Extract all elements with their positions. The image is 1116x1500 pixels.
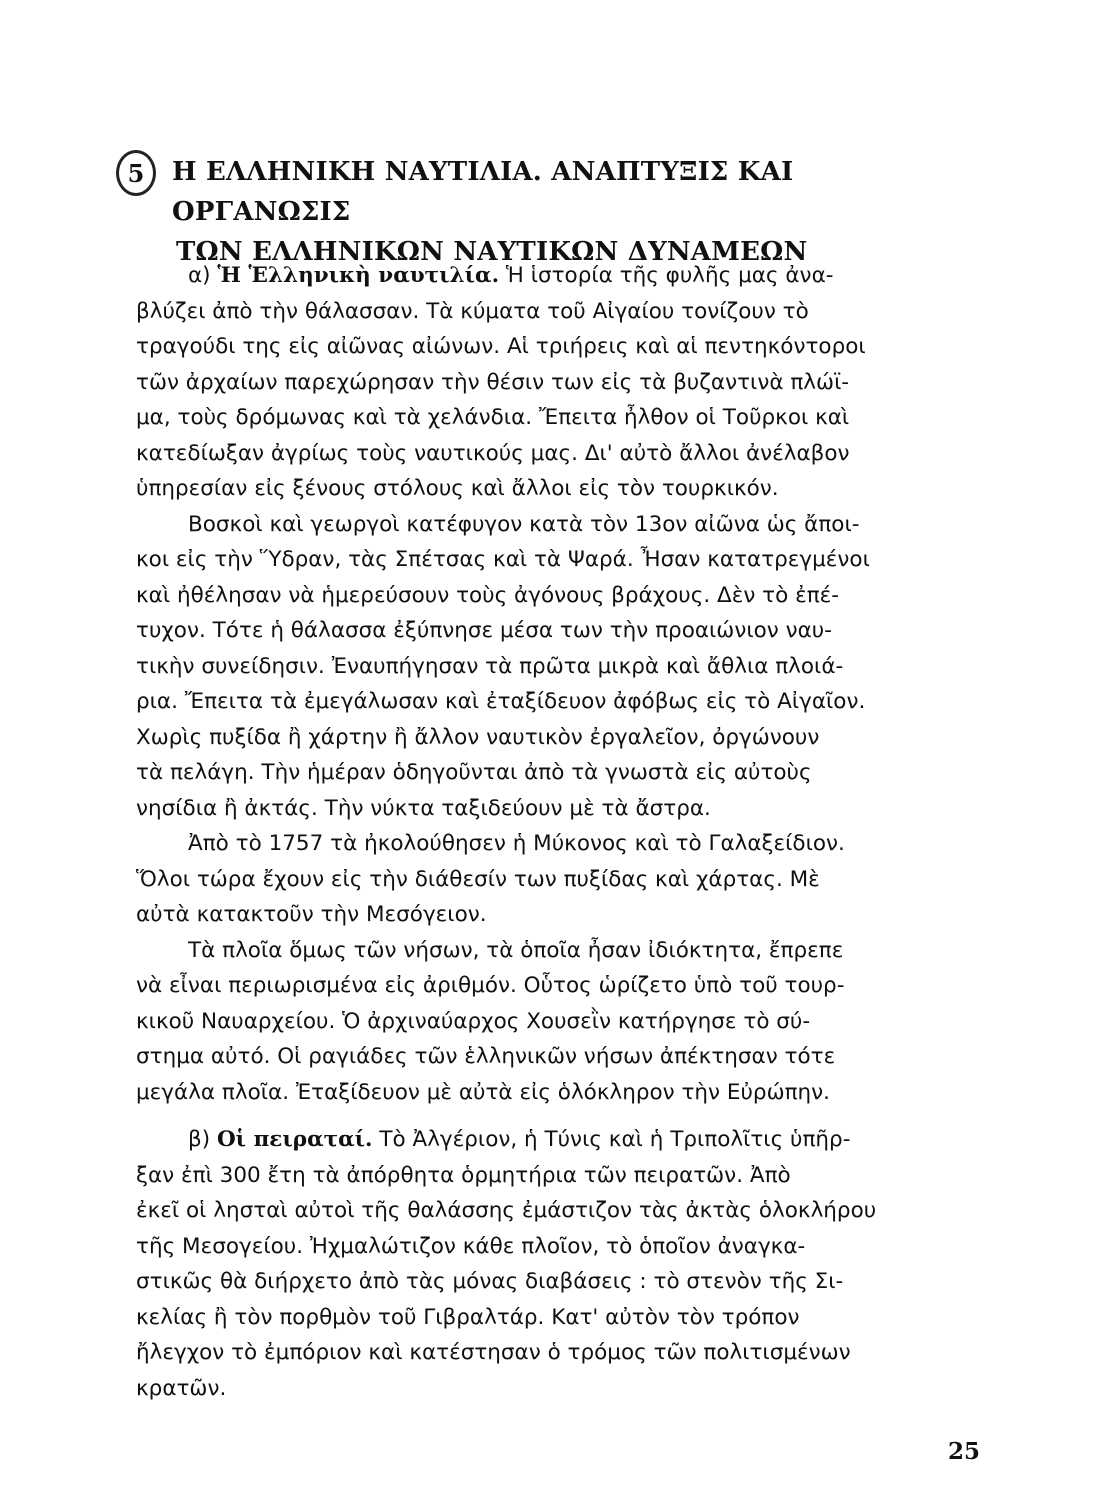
section-b-first-line: β) Οἱ πειραταί. Τὸ Ἀλγέριον, ἡ Τύνις καὶ ἡ Τριπολῖτις ὑπῆρ- — [188, 1127, 851, 1152]
section-a-heading: Ἡ Ἑλληνικὴ ναυτιλία. — [217, 263, 500, 288]
chapter-title-line-2: ΤΩΝ ΕΛΛΗΝΙΚΩΝ ΝΑΥΤΙΚΩΝ ΔΥΝΑΜΕΩΝ — [176, 237, 808, 267]
text-line: τὰ πελάγη. Τὴν ἡμέραν ὁδηγοῦνται ἀπὸ τὰ γνωστὰ εἰς αὐτοὺς — [136, 760, 812, 785]
text-line: στημα αὐτό. Οἱ ραγιάδες τῶν ἑλληνικῶν νήσων ἀπέκτησαν τότε — [136, 1044, 836, 1069]
text-line: νὰ εἶναι περιωρισμένα εἰς ἀριθμόν. Οὗτος ὡρίζετο ὑπὸ τοῦ τουρ- — [136, 973, 845, 998]
text-line: Τὰ πλοῖα ὅμως τῶν νήσων, τὰ ὁποῖα ἦσαν ἰδιόκτητα, ἔπρεπε — [188, 937, 844, 963]
text-line: ρια. Ἔπειτα τὰ ἐμεγάλωσαν καὶ ἐταξίδευον ἀφόβως εἰς τὸ Αἰγαῖον. — [136, 689, 866, 714]
text-line: βλύζει ἀπὸ τὴν θάλασσαν. Τὰ κύματα τοῦ Αἰγαίου τονίζουν τὸ — [136, 298, 809, 324]
section-gap — [136, 1110, 976, 1122]
text-line: μα, τοὺς δρόμωνας καὶ τὰ χελάνδια. Ἔπειτα ἦλθον οἱ Τοῦρκοι καὶ — [136, 405, 850, 430]
text-line: τῆς Μεσογείου. Ἠχμαλώτιζον κάθε πλοῖον, τὸ ὁποῖον ἀναγκα- — [136, 1233, 806, 1259]
text-line: καὶ ἠθέλησαν νὰ ἡμερεύσουν τοὺς ἀγόνους βράχους. Δὲν τὸ ἐπέ- — [136, 582, 840, 608]
chapter-title — [172, 152, 972, 272]
text-line: τυχον. Τότε ἡ θάλασσα ἐξύπνησε μέσα των τὴν προαιώνιον ναυ- — [136, 618, 832, 643]
section-a-first-line: α) Ἡ Ἑλληνικὴ ναυτιλία. Ἡ ἱστορία τῆς φυλῆς μας ἀνα- — [188, 263, 834, 288]
text-line: τῶν ἀρχαίων παρεχώρησαν τὴν θέσιν των εἰς τὰ βυζαντινὰ πλώϊ- — [136, 369, 850, 395]
text-line: κικοῦ Ναυαρχείου. Ὁ ἀρχιναύαρχος Χουσεῒν κατήργησε τὸ σύ- — [136, 1008, 811, 1034]
text-line: τραγούδι της εἰς αἰῶνας αἰώνων. Αἱ τριήρεις καὶ αἱ πεντηκόντοροι — [136, 334, 866, 359]
text-line: κελίας ἢ τὸν πορθμὸν τοῦ Γιβραλτάρ. Κατ' αὐτὸν τὸν τρόπον — [136, 1304, 800, 1330]
text-line: ἤλεγχον τὸ ἐμπόριον καὶ κατέστησαν ὁ τρόμος τῶν πολιτισμένων — [136, 1340, 851, 1365]
body-text — [136, 258, 976, 1406]
text-line: κατεδίωξαν ἀγρίως τοὺς ναυτικούς μας. Δι' αὐτὸ ἄλλοι ἀνέλαβον — [136, 440, 850, 466]
text-line: Ὅλοι τώρα ἔχουν εἰς τὴν διάθεσίν των πυξίδας καὶ χάρτας. Μὲ — [136, 866, 820, 892]
text-line: ὑπηρεσίαν εἰς ξένους στόλους καὶ ἄλλοι εἰς τὸν τουρκικόν. — [136, 476, 779, 501]
text-line: νησίδια ἢ ἀκτάς. Τὴν νύκτα ταξιδεύουν μὲ τὰ ἄστρα. — [136, 795, 711, 821]
page-number: 25 — [948, 1438, 981, 1465]
text-line: στικῶς θὰ διήρχετο ἀπὸ τὰς μόνας διαβάσεις : τὸ στενὸν τῆς Σι- — [136, 1269, 844, 1294]
chapter-title-line-1: Η ΕΛΛΗΝΙΚΗ ΝΑΥΤΙΛΙΑ. ΑΝΑΠΤΥΞΙΣ ΚΑΙ ΟΡΓΑΝΩΣΙΣ — [172, 157, 794, 227]
text-line: Ἀπὸ τὸ 1757 τὰ ἠκολούθησεν ἡ Μύκονος καὶ τὸ Γαλαξείδιον. — [188, 831, 845, 856]
text-line: τικὴν συνείδησιν. Ἐναυπήγησαν τὰ πρῶτα μικρὰ καὶ ἄθλια πλοιά- — [136, 653, 844, 679]
text-line: μεγάλα πλοῖα. Ἐταξίδευον μὲ αὐτὰ εἰς ὁλόκληρον τὴν Εὐρώπην. — [136, 1079, 830, 1105]
text-line: κοι εἰς τὴν Ὕδραν, τὰς Σπέτσας καὶ τὰ Ψαρά. Ἦσαν κατατρεγμένοι — [136, 547, 870, 572]
text-line: κρατῶν. — [136, 1375, 227, 1401]
text-line: ἐκεῖ οἱ λησταὶ αὐτοὶ τῆς θαλάσσης ἐμάστιζον τὰς ἀκτὰς ὁλοκλήρου — [136, 1198, 877, 1223]
text-line: αὐτὰ κατακτοῦν τὴν Μεσόγειον. — [136, 902, 487, 927]
text-line: Χωρὶς πυξίδα ἢ χάρτην ἢ ἄλλον ναυτικὸν ἐργαλεῖον, ὀργώνουν — [136, 724, 820, 750]
section-b-heading: Οἱ πειραταί. — [216, 1127, 373, 1152]
chapter-number-badge: 5 — [116, 150, 156, 196]
text-line: Βοσκοὶ καὶ γεωργοὶ κατέφυγον κατὰ τὸν 13ον αἰῶνα ὡς ἄποι- — [188, 511, 860, 537]
text-line: ξαν ἐπὶ 300 ἔτη τὰ ἀπόρθητα ὁρμητήρια τῶν πειρατῶν. Ἀπὸ — [136, 1162, 791, 1188]
